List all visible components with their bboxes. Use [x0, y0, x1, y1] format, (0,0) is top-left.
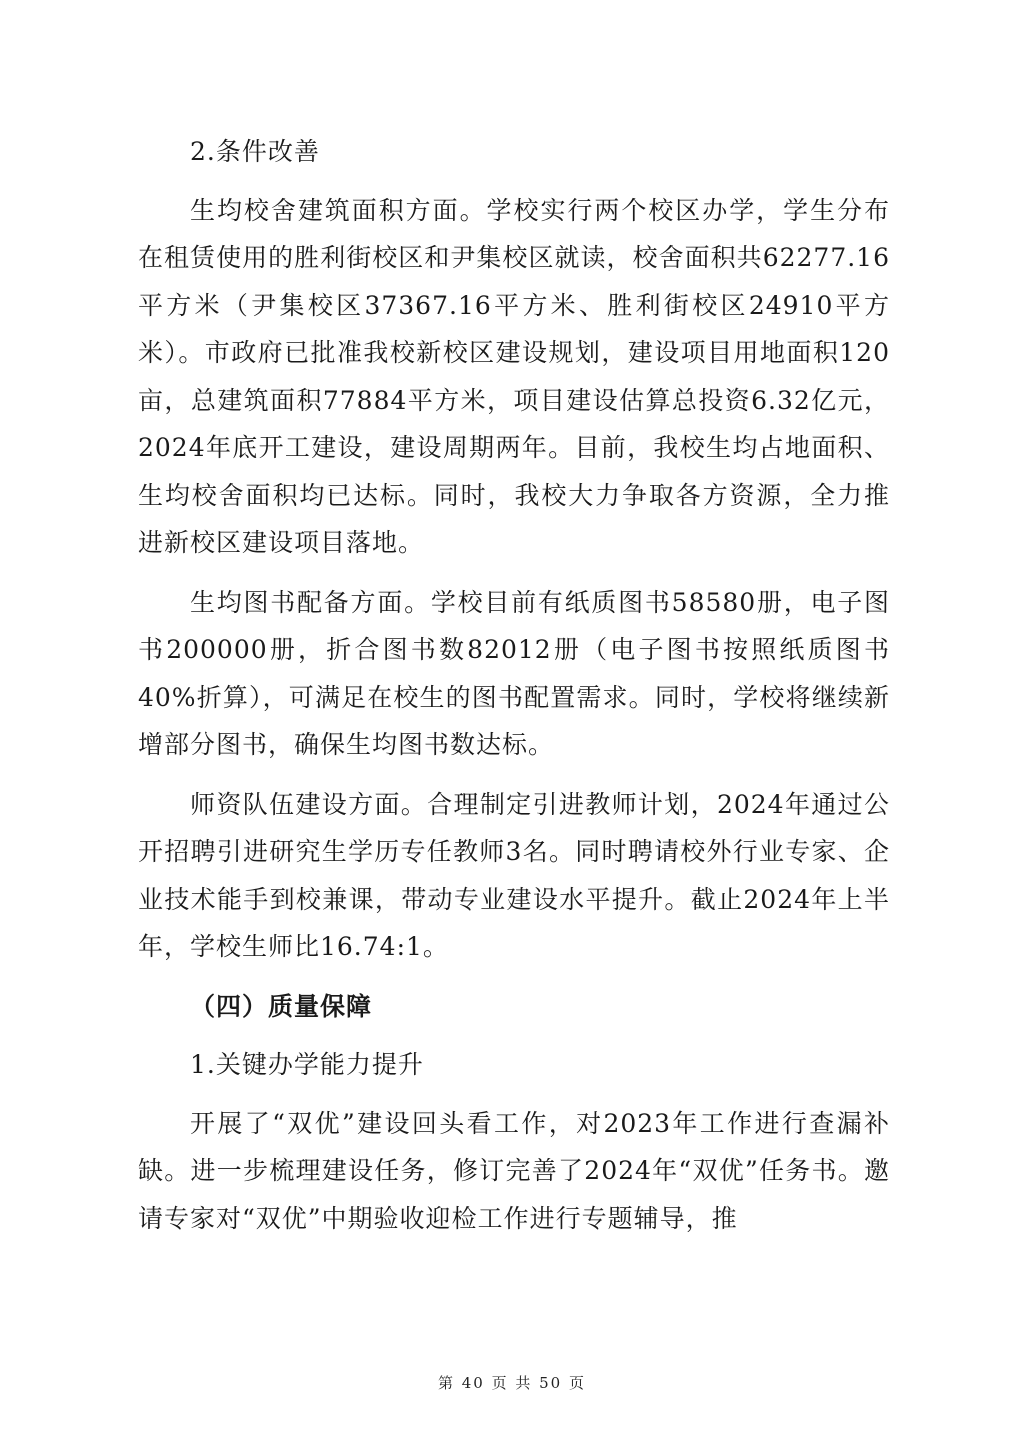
section-heading-quality: （四）质量保障	[190, 991, 373, 1021]
section-heading-capability: 1.关键办学能力提升	[190, 1050, 424, 1079]
paragraph-building-area: 生均校舍建筑面积方面。学校实行两个校区办学，学生分布在租赁使用的胜利街校区和尹集校区就读，校舍面积共62277.16平方米（尹集校区37367.16平方米、胜利街校区24910平方米）。市政府已批准我校新校区建设规划，建设项目用地面积120亩，总建筑面积77884平方米，项目建设估算总投资6.32亿元，2024年底开工建设，建设周期两年。目前，我校生均占地面积、生均校舍面积均已达标。同时，我校大力争取各方资源，全力推进新校区建设项目落地。	[138, 195, 890, 557]
paragraph-teaching-staff: 师资队伍建设方面。合理制定引进教师计划，2024年通过公开招聘引进研究生学历专任教师3名。同时聘请校外行业专家、企业技术能手到校兼课，带动专业建设水平提升。截止2024年上半年，学校生师比16.74:1。	[138, 789, 890, 961]
paragraph-double-excellence: 开展了“双优”建设回头看工作，对2023年工作进行查漏补缺。进一步梳理建设任务，修订完善了2024年“双优”任务书。邀请专家对“双优”中期验收迎检工作进行专题辅导，推	[138, 1108, 890, 1233]
page-body	[138, 128, 890, 1254]
section-heading-conditions: 2.条件改善	[190, 137, 320, 166]
page-number-footer: 第 40 页 共 50 页	[437, 1374, 586, 1392]
paragraph-library-books: 生均图书配备方面。学校目前有纸质图书58580册，电子图书200000册，折合图书数82012册（电子图书按照纸质图书40%折算），可满足在校生的图书配置需求。同时，学校将继续新增部分图书，确保生均图书数达标。	[138, 587, 890, 759]
